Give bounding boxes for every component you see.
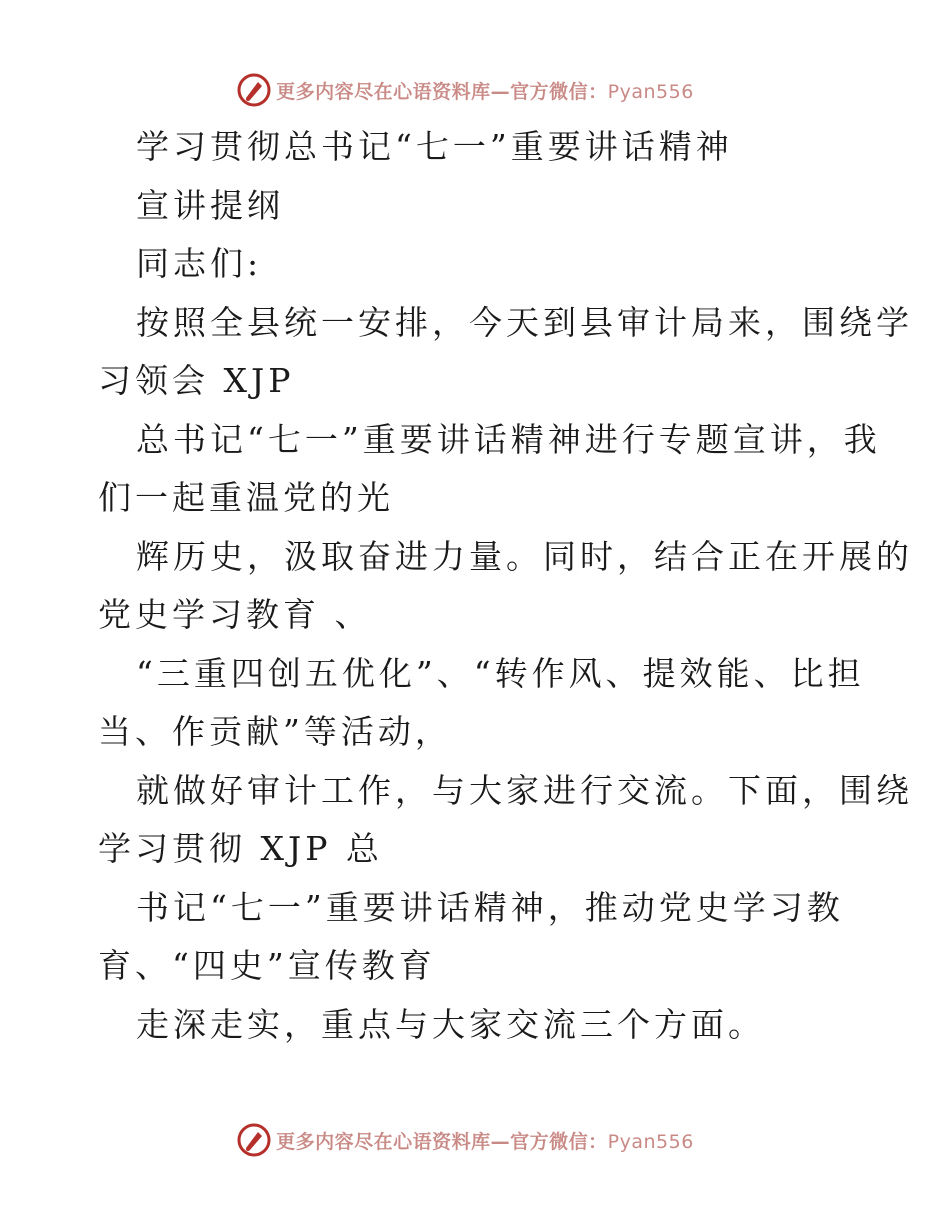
- watermark-wechat-id: Pyan556: [607, 80, 694, 103]
- text-line: 党史学习教育 、: [98, 595, 372, 634]
- text-line: 们一起重温党的光: [98, 478, 394, 517]
- footer-watermark: [0, 1120, 950, 1160]
- text-line: 学习贯彻 XJP 总: [98, 829, 383, 868]
- text-line: 习领会 XJP: [98, 361, 295, 400]
- text-line: 当、作贡献”等活动，: [98, 712, 452, 751]
- pen-logo-icon: [236, 72, 272, 108]
- text-line: 育、“四史”宣传教育: [98, 946, 436, 985]
- text-line: 书记“七一”重要讲话精神，推动党史学习教: [136, 887, 844, 927]
- text-line: 辉历史，汲取奋进力量。同时，结合正在开展的: [136, 536, 913, 576]
- pen-logo-icon: [236, 1122, 272, 1158]
- text-line: 学习贯彻总书记“七一”重要讲话精神: [136, 127, 733, 166]
- text-line: 就做好审计工作，与大家进行交流。下面，围绕: [136, 770, 913, 810]
- text-line: “三重四创五优化”、“转作风、提效能、比担: [136, 653, 865, 693]
- watermark-text: 更多内容尽在心语资料库—官方微信：Pyan556: [276, 80, 694, 103]
- header-watermark: [0, 70, 950, 110]
- text-line: 按照全县统一安排，今天到县审计局来，围绕学: [136, 302, 913, 342]
- text-line: 宣讲提纲: [136, 185, 284, 225]
- text-line: 走深走实，重点与大家交流三个方面。: [136, 1004, 765, 1044]
- watermark-group: [236, 72, 694, 108]
- document-body: [98, 118, 913, 1054]
- watermark-text: 更多内容尽在心语资料库—官方微信：Pyan556: [276, 1130, 694, 1153]
- text-line: 同志们:: [136, 244, 263, 283]
- watermark-group: [236, 1122, 694, 1158]
- text-line: 总书记“七一”重要讲话精神进行专题宣讲，我: [136, 419, 881, 459]
- watermark-wechat-id: Pyan556: [607, 1130, 694, 1153]
